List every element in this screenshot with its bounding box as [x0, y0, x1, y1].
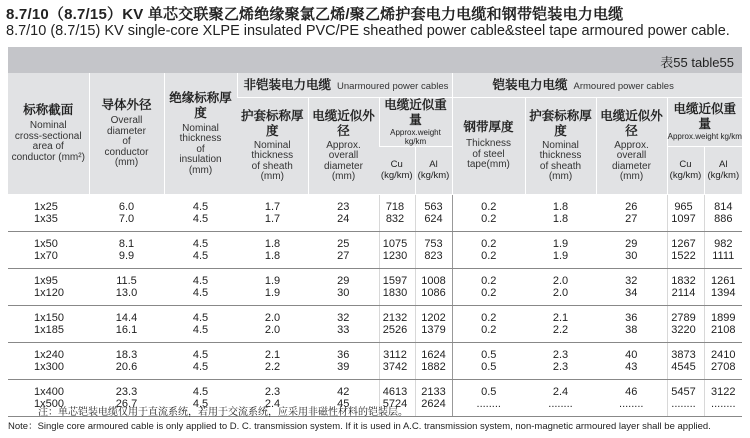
cell-insulation-thickness	[164, 194, 237, 231]
cell-value: 16.1	[115, 323, 138, 336]
cell-value: 13.0	[115, 286, 138, 299]
cell-value: 1230	[382, 249, 408, 262]
cell-weight-cu	[379, 231, 415, 268]
cell-value: 0.2	[481, 237, 497, 250]
cell-value: 32	[337, 311, 350, 324]
cell-value: 42	[337, 385, 350, 398]
table-row	[8, 342, 742, 379]
cell-steel-tape	[452, 379, 525, 416]
cell-value: ........	[711, 397, 736, 410]
cell-sheath-thickness	[237, 342, 308, 379]
cell-value: 4.5	[192, 385, 209, 398]
cell-value: 1x70	[34, 249, 58, 262]
cell-value: 5457	[671, 385, 696, 398]
cell-value: 982	[714, 237, 733, 250]
cell-weight-al-armoured	[704, 268, 742, 305]
cable-spec-table	[8, 73, 742, 417]
cell-value: 1202	[421, 311, 446, 324]
cell-weight-cu-armoured	[667, 268, 704, 305]
header-sheath-thickness-armoured: 护套标称厚度 Nominal thickness of sheath (mm)	[525, 97, 596, 194]
cell-value: 34	[625, 286, 638, 299]
cell-value: 1379	[421, 323, 446, 336]
cell-value: 886	[714, 212, 733, 225]
cell-value: 24	[337, 212, 350, 225]
cell-value: 1.9	[264, 286, 281, 299]
cell-weight-cu-armoured	[667, 379, 704, 416]
header-steel-tape: 钢带厚度 Thickness of steel tape(mm)	[452, 97, 525, 194]
cell-weight-al	[415, 194, 452, 231]
cell-value: 2.2	[552, 323, 569, 336]
cell-weight-cu	[379, 342, 415, 379]
header-approx-diameter: 电缆近似外径 Approx. overall diameter (mm)	[308, 97, 379, 194]
cell-value: 23.3	[115, 385, 138, 398]
cell-value: 2624	[421, 397, 446, 410]
cell-value: 4.5	[192, 249, 209, 262]
cell-value: 965	[674, 200, 693, 213]
cell-value: 27	[625, 212, 638, 225]
cell-value: 2.0	[552, 274, 569, 287]
cell-weight-cu	[379, 194, 415, 231]
cell-approx-diameter	[308, 231, 379, 268]
cell-value: 4.5	[192, 311, 209, 324]
cell-section	[8, 231, 89, 268]
cell-value: 2.1	[264, 348, 281, 361]
cell-value: 1267	[671, 237, 696, 250]
cell-approx-diameter-armoured	[596, 379, 667, 416]
cell-value: 36	[337, 348, 350, 361]
cell-value: 45	[337, 397, 350, 410]
cell-conductor-diameter	[89, 305, 164, 342]
cell-sheath-thickness	[237, 305, 308, 342]
cell-sheath-thickness	[237, 268, 308, 305]
cell-conductor-diameter	[89, 194, 164, 231]
cell-value: 2133	[421, 385, 446, 398]
cell-value: 2114	[671, 286, 696, 299]
cell-weight-al-armoured	[704, 231, 742, 268]
cell-value: 4.5	[192, 212, 209, 225]
cell-value: 1522	[671, 249, 696, 262]
cell-insulation-thickness	[164, 268, 237, 305]
cell-value: 36	[625, 311, 638, 324]
cell-value: 0.2	[481, 323, 497, 336]
cell-value: 1830	[382, 286, 408, 299]
cell-approx-diameter	[308, 342, 379, 379]
cell-value: 4.5	[192, 274, 209, 287]
cell-value: 29	[625, 237, 638, 250]
cell-value: 1.8	[264, 237, 281, 250]
cell-value: 1.9	[552, 249, 569, 262]
cell-value: 1097	[671, 212, 696, 225]
cell-value: 1x35	[34, 212, 58, 225]
cell-value: 1832	[671, 274, 696, 287]
cell-insulation-thickness	[164, 342, 237, 379]
header-armoured-group: 铠装电力电缆 Armoured power cables	[452, 73, 742, 97]
cell-weight-al-armoured	[704, 305, 742, 342]
cell-weight-cu-armoured	[667, 194, 704, 231]
cell-value: 27	[337, 249, 350, 262]
cell-insulation-thickness	[164, 305, 237, 342]
page-title-cn: 8.7/10（8.7/15）KV 单芯交联聚乙烯绝缘聚氯乙烯/聚乙烯护套电力电缆和钢带铠装电力电缆	[6, 6, 624, 23]
cell-steel-tape	[452, 305, 525, 342]
cell-sheath-thickness-armoured	[525, 342, 596, 379]
table-row	[8, 194, 742, 231]
cell-value: 1111	[712, 249, 735, 262]
cell-value: 2.2	[264, 360, 281, 373]
cell-conductor-diameter	[89, 231, 164, 268]
cell-value: 5724	[382, 397, 408, 410]
cell-value: ........	[548, 397, 573, 410]
cell-value: 1x500	[34, 397, 64, 410]
cell-value: 1x95	[34, 274, 58, 287]
cell-value: 26.7	[115, 397, 138, 410]
cell-value: 718	[385, 200, 405, 213]
cell-value: 0.5	[481, 348, 497, 361]
cell-value: 2789	[671, 311, 696, 324]
cell-approx-diameter-armoured	[596, 231, 667, 268]
page-title-en: 8.7/10 (8.7/15) KV single-core XLPE insulated PVC/PE sheathed power cable&steel tape armoured power cable.	[6, 23, 730, 39]
header-section: 标称截面 Nominal cross-sectional area of conductor (mm²)	[8, 73, 89, 194]
cell-value: 3220	[671, 323, 696, 336]
cell-approx-diameter-armoured	[596, 305, 667, 342]
cell-value: 2.4	[552, 385, 569, 398]
cell-value: 814	[714, 200, 733, 213]
cell-value: 29	[337, 274, 350, 287]
cell-value: 23	[337, 200, 350, 213]
cell-value: 2526	[382, 323, 408, 336]
header-sheath-thickness: 护套标称厚度 Nominal thickness of sheath (mm)	[237, 97, 308, 194]
cell-value: 30	[625, 249, 638, 262]
cell-weight-al	[415, 305, 452, 342]
cell-value: 30	[337, 286, 350, 299]
cell-value: 832	[385, 212, 405, 225]
cell-value: 1x50	[34, 237, 58, 250]
cell-value: 2.3	[552, 348, 569, 361]
cell-value: 46	[625, 385, 638, 398]
cell-weight-cu-armoured	[667, 231, 704, 268]
cell-weight-al-armoured	[704, 194, 742, 231]
cell-value: 38	[625, 323, 638, 336]
cell-weight-al	[415, 379, 452, 416]
cell-steel-tape	[452, 268, 525, 305]
cell-weight-cu-armoured	[667, 305, 704, 342]
cell-value: 4613	[382, 385, 408, 398]
cell-value: 20.6	[115, 360, 138, 373]
cell-value: 4.5	[192, 200, 209, 213]
cell-sheath-thickness	[237, 194, 308, 231]
header-al: Al (kg/km)	[415, 146, 452, 194]
cell-value: 39	[337, 360, 350, 373]
cell-section	[8, 194, 89, 231]
cell-sheath-thickness-armoured	[525, 305, 596, 342]
cell-value: 1x400	[34, 385, 64, 398]
cell-conductor-diameter	[89, 342, 164, 379]
header-cu: Cu (kg/km)	[379, 146, 415, 194]
cell-value: ........	[619, 397, 644, 410]
cell-value: 1x25	[34, 200, 58, 213]
cell-value: 2132	[382, 311, 408, 324]
cell-steel-tape	[452, 194, 525, 231]
cell-value: 1394	[711, 286, 736, 299]
cell-value: 4.5	[192, 360, 209, 373]
cell-weight-cu	[379, 268, 415, 305]
cell-value: 18.3	[115, 348, 138, 361]
header-approx-diameter-armoured: 电缆近似外径 Approx. overall diameter (mm)	[596, 97, 667, 194]
cell-value: 624	[424, 212, 443, 225]
cell-value: 0.2	[481, 274, 497, 287]
cell-value: 0.2	[481, 200, 497, 213]
cell-value: 3873	[671, 348, 696, 361]
cell-value: 1075	[382, 237, 408, 250]
cell-value: 11.5	[116, 274, 137, 287]
cell-value: 2.3	[552, 360, 569, 373]
cell-value: 563	[424, 200, 443, 213]
header-insulation-thickness: 绝缘标称厚度 Nominal thickness of insulation (mm)	[164, 73, 237, 194]
cell-approx-diameter-armoured	[596, 342, 667, 379]
cell-value: 4.5	[192, 397, 209, 410]
note-en: Note：Single core armoured cable is only applied to D. C. transmission system. If it is used in A.C. transmission system, non-magnetic armoured layer shall be applied.	[8, 421, 711, 432]
cell-value: 1882	[421, 360, 446, 373]
cell-value: 1261	[711, 274, 736, 287]
cell-value: 1.8	[552, 200, 569, 213]
cell-value: 4545	[671, 360, 696, 373]
cell-value: 1086	[421, 286, 446, 299]
cell-value: 2410	[711, 348, 736, 361]
cell-value: 1x150	[34, 311, 64, 324]
cell-weight-al	[415, 342, 452, 379]
cell-value: 0.2	[481, 212, 497, 225]
header-unarmoured-group: 非铠装电力电缆 Unarmoured power cables	[237, 73, 452, 97]
cell-value: 1.8	[264, 249, 281, 262]
table-row	[8, 231, 742, 268]
table-caption-bar	[8, 47, 742, 73]
cell-value: 1899	[711, 311, 736, 324]
cell-value: 33	[337, 323, 350, 336]
cell-weight-al-armoured	[704, 379, 742, 416]
cell-conductor-diameter	[89, 268, 164, 305]
cell-weight-cu-armoured	[667, 342, 704, 379]
cell-section	[8, 305, 89, 342]
cell-sheath-thickness-armoured	[525, 194, 596, 231]
cell-value: 1x240	[34, 348, 64, 361]
cell-value: 1x185	[34, 323, 64, 336]
cell-value: 1.9	[552, 237, 569, 250]
cell-weight-al	[415, 268, 452, 305]
cell-value: 1.8	[552, 212, 569, 225]
cell-value: 2.1	[552, 311, 569, 324]
cell-value: 2.0	[264, 323, 281, 336]
cell-value: 2.0	[264, 311, 281, 324]
cell-weight-cu	[379, 305, 415, 342]
cell-value: 753	[424, 237, 443, 250]
cell-value: 0.2	[481, 249, 497, 262]
cell-approx-diameter-armoured	[596, 194, 667, 231]
table-row	[8, 268, 742, 305]
cell-value: 2108	[711, 323, 736, 336]
cell-value: 40	[625, 348, 638, 361]
cell-value: 823	[424, 249, 443, 262]
cell-approx-diameter	[308, 194, 379, 231]
table-body	[8, 194, 742, 416]
cell-value: 2708	[711, 360, 736, 373]
cell-value: 32	[625, 274, 638, 287]
cell-value: 1008	[421, 274, 446, 287]
cell-value: 1597	[382, 274, 408, 287]
header-cu-armoured: Cu (kg/km)	[667, 146, 704, 194]
cell-approx-diameter	[308, 305, 379, 342]
header-weight: 电缆近似重量 Approx.weight kg/km	[379, 97, 452, 146]
cell-value: 0.5	[481, 385, 497, 398]
cell-value: 0.5	[481, 360, 497, 373]
cell-weight-al	[415, 231, 452, 268]
cell-value: 43	[625, 360, 638, 373]
cell-value: 4.5	[192, 348, 209, 361]
cell-sheath-thickness	[237, 231, 308, 268]
cell-steel-tape	[452, 342, 525, 379]
note-cn: 注：单芯铠装电缆仅用于直流系统，若用于交流系统，应采用非磁性材料的铠装层。	[38, 407, 408, 418]
cell-value: 1.9	[264, 274, 281, 287]
header-weight-armoured: 电缆近似重量 Approx.weight kg/km	[667, 97, 742, 146]
header-al-armoured: Al (kg/km)	[704, 146, 742, 194]
cell-section	[8, 268, 89, 305]
table-row	[8, 305, 742, 342]
cell-value: 1x300	[34, 360, 64, 373]
cell-value: 0.2	[481, 286, 497, 299]
header-conductor-diameter: 导体外径 Overall diameter of conductor (mm)	[89, 73, 164, 194]
cell-value: 3742	[382, 360, 408, 373]
cell-steel-tape	[452, 231, 525, 268]
cell-approx-diameter-armoured	[596, 268, 667, 305]
cell-sheath-thickness-armoured	[525, 379, 596, 416]
cell-value: 1624	[421, 348, 446, 361]
table-number: 表55 table55	[660, 55, 734, 70]
cell-section	[8, 342, 89, 379]
cell-value: 4.5	[192, 286, 209, 299]
cell-value: 4.5	[192, 323, 209, 336]
cell-value: 25	[337, 237, 350, 250]
cell-value: ........	[476, 397, 501, 410]
cell-value: 3112	[383, 348, 407, 361]
cell-insulation-thickness	[164, 231, 237, 268]
cell-value: ........	[671, 397, 696, 410]
cell-approx-diameter	[308, 268, 379, 305]
cell-value: 1.7	[264, 200, 281, 213]
cell-sheath-thickness-armoured	[525, 231, 596, 268]
cell-value: 2.4	[264, 397, 281, 410]
cell-value: 7.0	[118, 212, 135, 225]
cell-weight-al-armoured	[704, 342, 742, 379]
cell-value: 2.0	[552, 286, 569, 299]
cell-value: 26	[625, 200, 638, 213]
cell-sheath-thickness-armoured	[525, 268, 596, 305]
cell-value: 3122	[711, 385, 736, 398]
cell-value: 1x120	[34, 286, 64, 299]
cell-value: 2.3	[264, 385, 281, 398]
cell-value: 0.2	[481, 311, 497, 324]
cell-value: 8.1	[118, 237, 135, 250]
cell-value: 6.0	[118, 200, 135, 213]
cell-value: 1.7	[264, 212, 281, 225]
cell-value: 4.5	[192, 237, 209, 250]
cell-value: 9.9	[118, 249, 135, 262]
cell-value: 14.4	[115, 311, 138, 324]
